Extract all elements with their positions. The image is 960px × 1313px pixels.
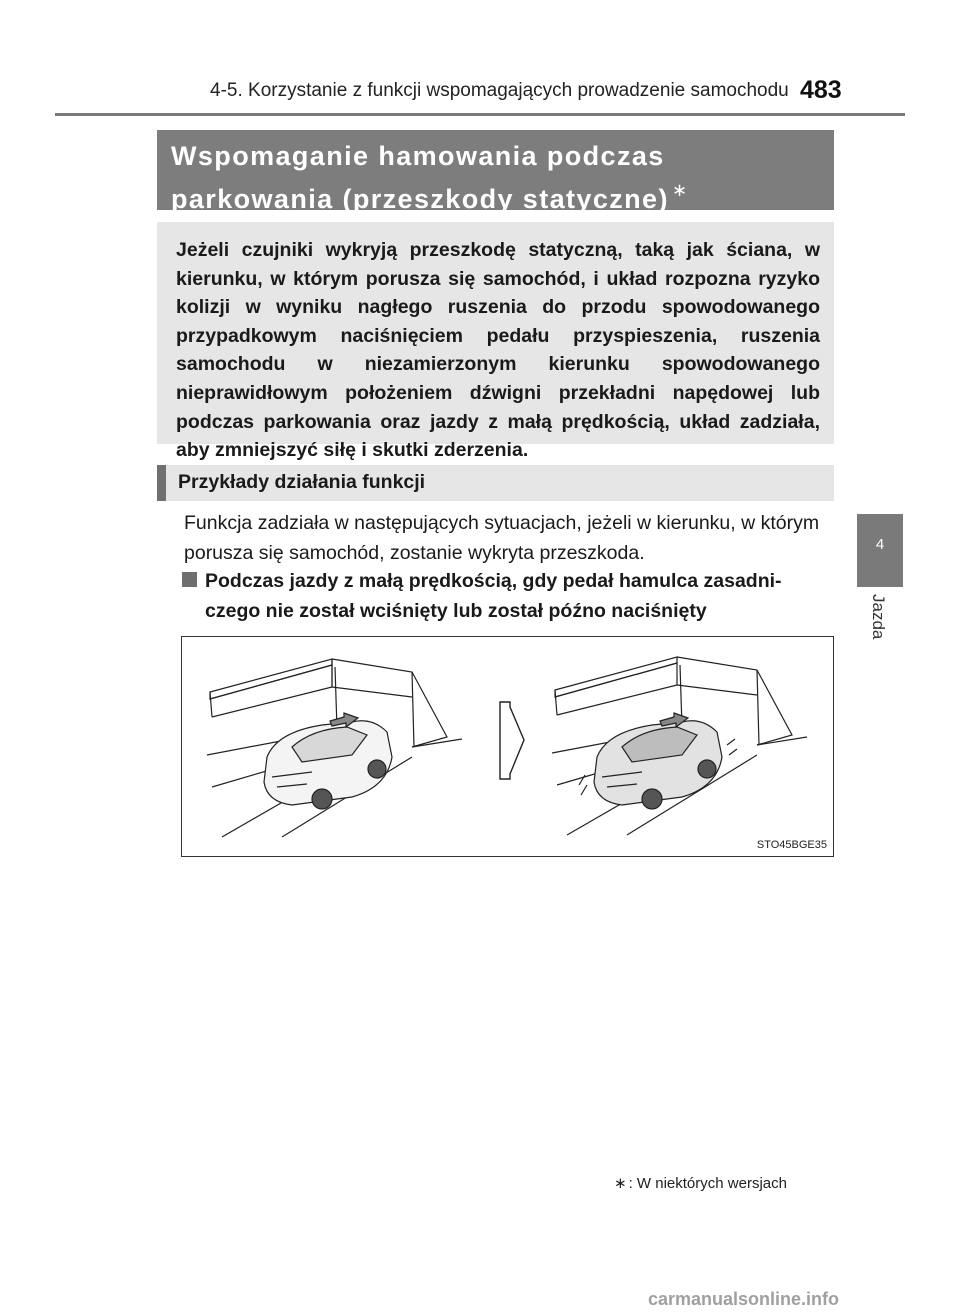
subheading: Przykłady działania funkcji	[157, 465, 834, 501]
bullet-line2: czego nie został wciśnięty lub został późno naciśnięty	[205, 600, 707, 622]
watermark: carmanualsonline.info	[648, 1289, 840, 1309]
square-bullet-icon	[182, 572, 197, 587]
scene-left	[207, 659, 462, 837]
bullet-item	[182, 566, 837, 626]
bullet-line1: Podczas jazdy z małą prędkością, gdy pedał hamulca zasadni-	[205, 570, 782, 592]
arrow-right-icon	[500, 702, 524, 779]
parking-illustration	[182, 637, 833, 856]
chapter-tab: 4	[857, 514, 903, 587]
illustration-figure	[181, 636, 834, 857]
footnote-text: : W niektórych wersjach	[628, 1175, 787, 1192]
header-section-title: 4-5. Korzystanie z funkcji wspomagających prowadzenie samochodu	[210, 80, 789, 101]
section-title-line2: parkowania (przeszkody statyczne)	[171, 184, 669, 214]
asterisk-mark: ∗	[671, 180, 687, 200]
figure-code: STO45BGE35	[756, 839, 827, 851]
section-title	[157, 130, 834, 214]
footnote	[614, 1174, 787, 1192]
page-number: 483	[800, 76, 842, 104]
header-divider	[55, 113, 905, 116]
chapter-label: Jazda	[869, 594, 888, 640]
body-paragraph: Funkcja zadziała w następujących sytuacjach, jeżeli w kierunku, w którym porusza się samochód, zostanie wykryta przeszkoda.	[184, 512, 820, 564]
intro-paragraph: Jeżeli czujniki wykryją przeszkodę statyczną, taką jak ściana, w kierunku, w którym porusza się samochód, i układ rozpozna ryzyko kolizji w wyniku nagłego ruszenia do przodu spowodowanego przypadkowym naciśnięciem pedału przyspieszenia, ruszenia samochodu w niezamierzonym kierunku spowodowanego nieprawidłowym położeniem dźwigni przekładni napędowej lub podczas parkowania oraz jazdy z małą prędkością, układ zadziała, aby zmniejszyć siłę i skutki zderzenia.	[157, 222, 834, 444]
scene-right	[552, 657, 807, 835]
section-title-line1: Wspomaganie hamowania podczas	[171, 141, 665, 171]
footnote-mark: ∗	[614, 1175, 627, 1192]
